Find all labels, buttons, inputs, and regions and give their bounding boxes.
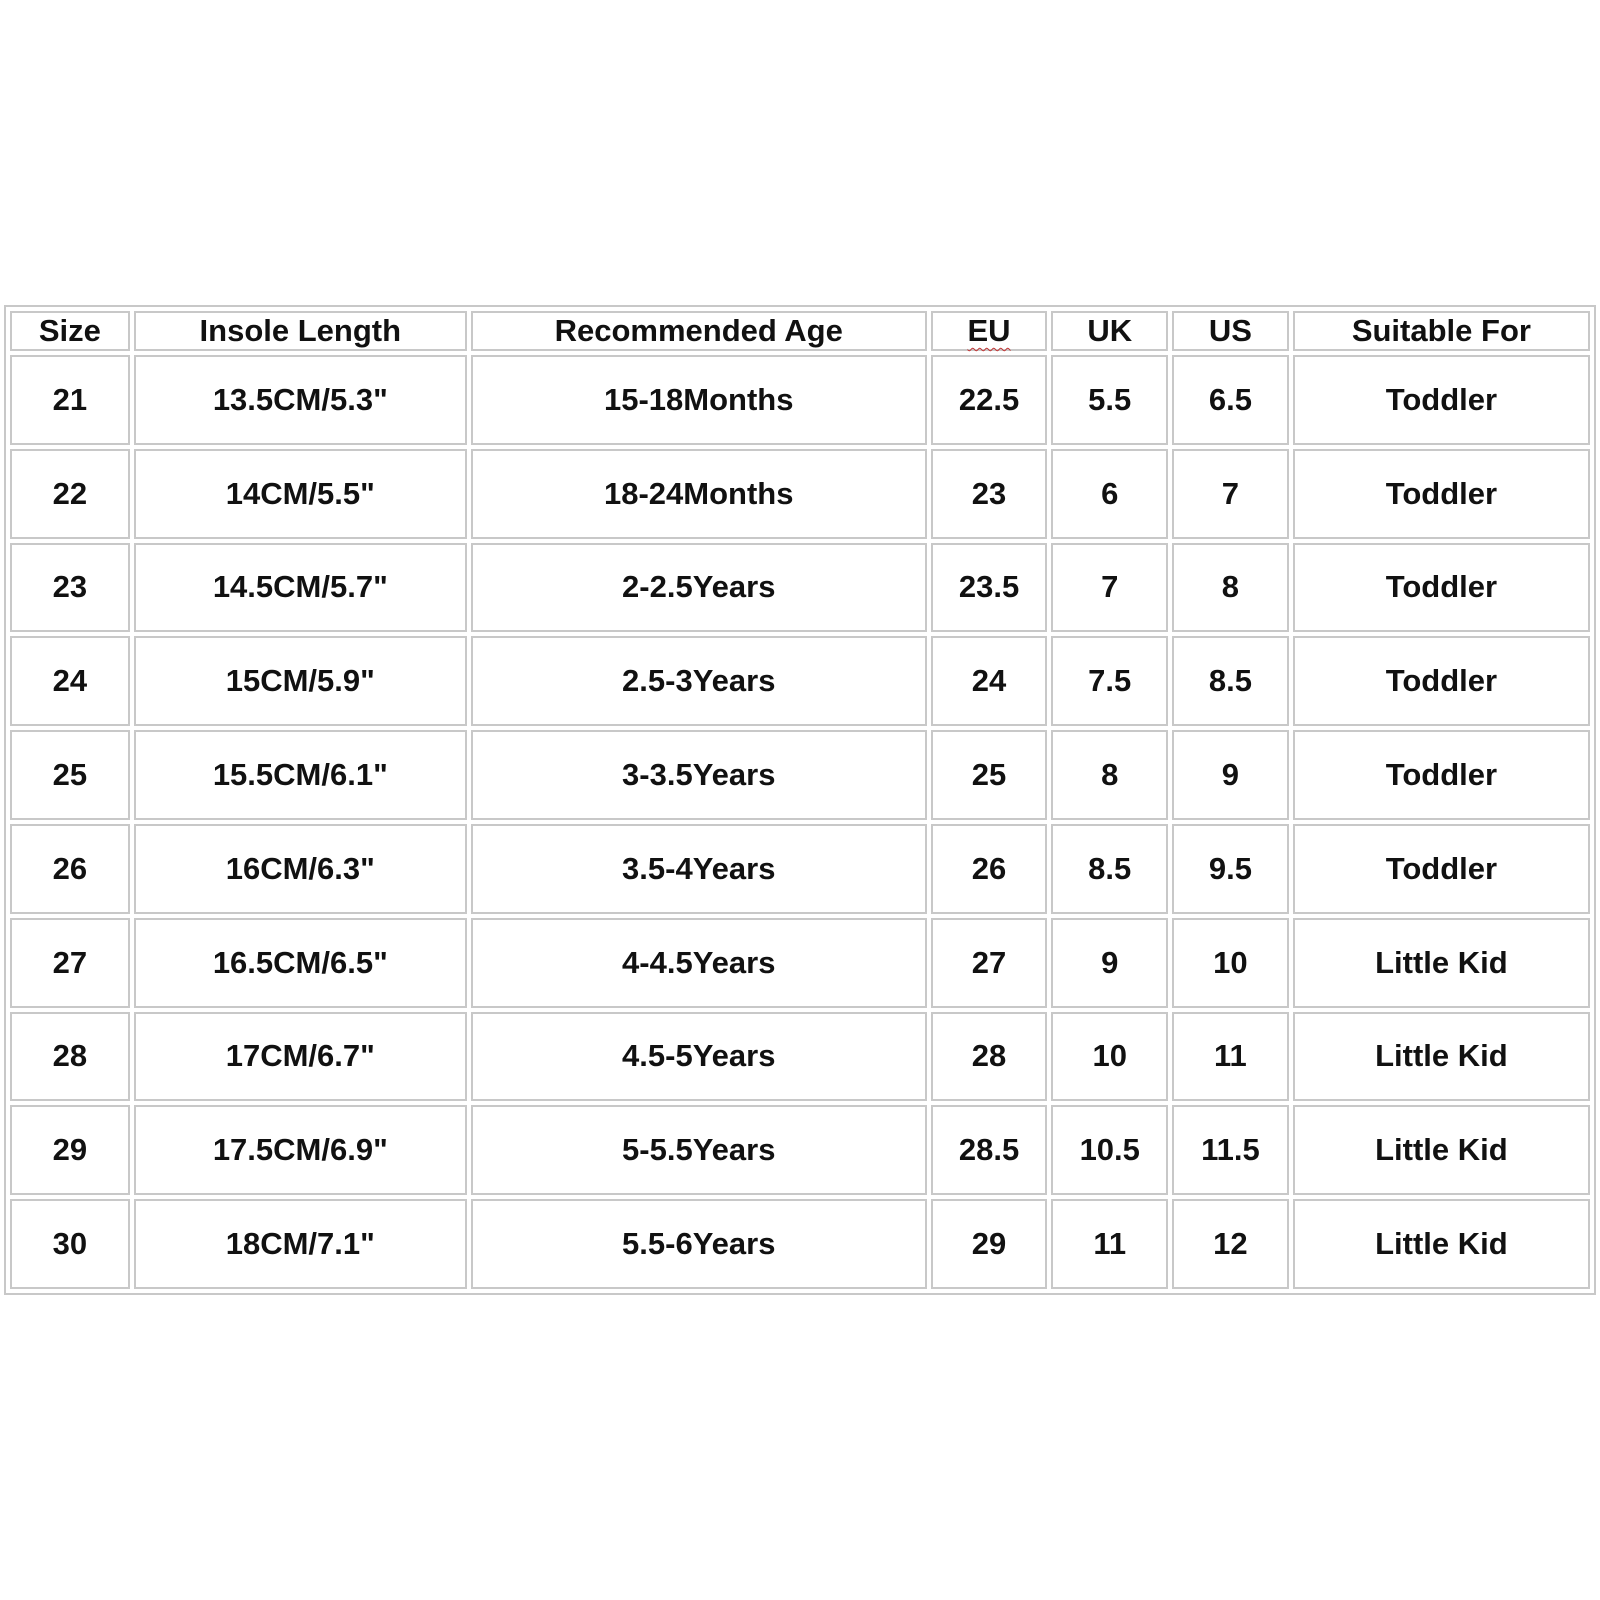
- cell-size: 25: [10, 730, 130, 820]
- cell-uk: 7.5: [1051, 636, 1168, 726]
- cell-us: 11.5: [1172, 1105, 1289, 1195]
- cell-suitable-for: Toddler: [1293, 824, 1590, 914]
- table-row: [10, 824, 1590, 914]
- cell-eu: 23.5: [931, 543, 1048, 633]
- cell-suitable-for: Toddler: [1293, 449, 1590, 539]
- cell-recommended-age: 4-4.5Years: [471, 918, 927, 1008]
- header-insole-length: Insole Length: [134, 311, 467, 351]
- cell-us: 12: [1172, 1199, 1289, 1289]
- cell-suitable-for: Little Kid: [1293, 1105, 1590, 1195]
- cell-suitable-for: Toddler: [1293, 730, 1590, 820]
- table-row: [10, 543, 1590, 633]
- header-uk: UK: [1051, 311, 1168, 351]
- cell-us: 8.5: [1172, 636, 1289, 726]
- table-row: [10, 636, 1590, 726]
- cell-insole-length: 15.5CM/6.1": [134, 730, 467, 820]
- cell-insole-length: 14.5CM/5.7": [134, 543, 467, 633]
- cell-suitable-for: Toddler: [1293, 355, 1590, 445]
- cell-insole-length: 18CM/7.1": [134, 1199, 467, 1289]
- cell-us: 10: [1172, 918, 1289, 1008]
- header-us: US: [1172, 311, 1289, 351]
- cell-uk: 10: [1051, 1012, 1168, 1102]
- cell-recommended-age: 2.5-3Years: [471, 636, 927, 726]
- cell-uk: 11: [1051, 1199, 1168, 1289]
- cell-us: 7: [1172, 449, 1289, 539]
- header-eu: [931, 311, 1048, 351]
- cell-size: 23: [10, 543, 130, 633]
- cell-size: 26: [10, 824, 130, 914]
- cell-eu: 28.5: [931, 1105, 1048, 1195]
- cell-eu: 27: [931, 918, 1048, 1008]
- cell-size: 28: [10, 1012, 130, 1102]
- header-recommended-age: Recommended Age: [471, 311, 927, 351]
- header-eu-label: EU: [967, 313, 1011, 348]
- cell-suitable-for: Little Kid: [1293, 1199, 1590, 1289]
- cell-us: 9: [1172, 730, 1289, 820]
- cell-insole-length: 17.5CM/6.9": [134, 1105, 467, 1195]
- cell-recommended-age: 4.5-5Years: [471, 1012, 927, 1102]
- cell-recommended-age: 3-3.5Years: [471, 730, 927, 820]
- cell-eu: 22.5: [931, 355, 1048, 445]
- cell-suitable-for: Toddler: [1293, 543, 1590, 633]
- cell-eu: 24: [931, 636, 1048, 726]
- header-row: [10, 311, 1590, 351]
- cell-uk: 7: [1051, 543, 1168, 633]
- table-row: [10, 355, 1590, 445]
- table-row: [10, 730, 1590, 820]
- cell-uk: 8.5: [1051, 824, 1168, 914]
- cell-uk: 6: [1051, 449, 1168, 539]
- table-row: [10, 1012, 1590, 1102]
- cell-eu: 25: [931, 730, 1048, 820]
- cell-uk: 8: [1051, 730, 1168, 820]
- cell-recommended-age: 5.5-6Years: [471, 1199, 927, 1289]
- cell-uk: 10.5: [1051, 1105, 1168, 1195]
- table-body: [10, 355, 1590, 1289]
- cell-eu: 23: [931, 449, 1048, 539]
- cell-insole-length: 13.5CM/5.3": [134, 355, 467, 445]
- cell-size: 24: [10, 636, 130, 726]
- cell-us: 9.5: [1172, 824, 1289, 914]
- cell-insole-length: 17CM/6.7": [134, 1012, 467, 1102]
- cell-size: 22: [10, 449, 130, 539]
- header-suitable-for: Suitable For: [1293, 311, 1590, 351]
- cell-insole-length: 16CM/6.3": [134, 824, 467, 914]
- table-row: [10, 1199, 1590, 1289]
- cell-recommended-age: 18-24Months: [471, 449, 927, 539]
- cell-suitable-for: Toddler: [1293, 636, 1590, 726]
- table-row: [10, 449, 1590, 539]
- table-row: [10, 918, 1590, 1008]
- cell-size: 21: [10, 355, 130, 445]
- cell-recommended-age: 3.5-4Years: [471, 824, 927, 914]
- cell-size: 30: [10, 1199, 130, 1289]
- cell-recommended-age: 15-18Months: [471, 355, 927, 445]
- cell-suitable-for: Little Kid: [1293, 918, 1590, 1008]
- table-row: [10, 1105, 1590, 1195]
- cell-uk: 9: [1051, 918, 1168, 1008]
- header-size: Size: [10, 311, 130, 351]
- size-chart-table: [4, 305, 1596, 1295]
- cell-us: 6.5: [1172, 355, 1289, 445]
- cell-size: 27: [10, 918, 130, 1008]
- cell-uk: 5.5: [1051, 355, 1168, 445]
- cell-us: 11: [1172, 1012, 1289, 1102]
- cell-size: 29: [10, 1105, 130, 1195]
- cell-eu: 26: [931, 824, 1048, 914]
- cell-eu: 29: [931, 1199, 1048, 1289]
- cell-suitable-for: Little Kid: [1293, 1012, 1590, 1102]
- cell-recommended-age: 5-5.5Years: [471, 1105, 927, 1195]
- cell-insole-length: 14CM/5.5": [134, 449, 467, 539]
- cell-eu: 28: [931, 1012, 1048, 1102]
- cell-recommended-age: 2-2.5Years: [471, 543, 927, 633]
- cell-insole-length: 16.5CM/6.5": [134, 918, 467, 1008]
- cell-us: 8: [1172, 543, 1289, 633]
- cell-insole-length: 15CM/5.9": [134, 636, 467, 726]
